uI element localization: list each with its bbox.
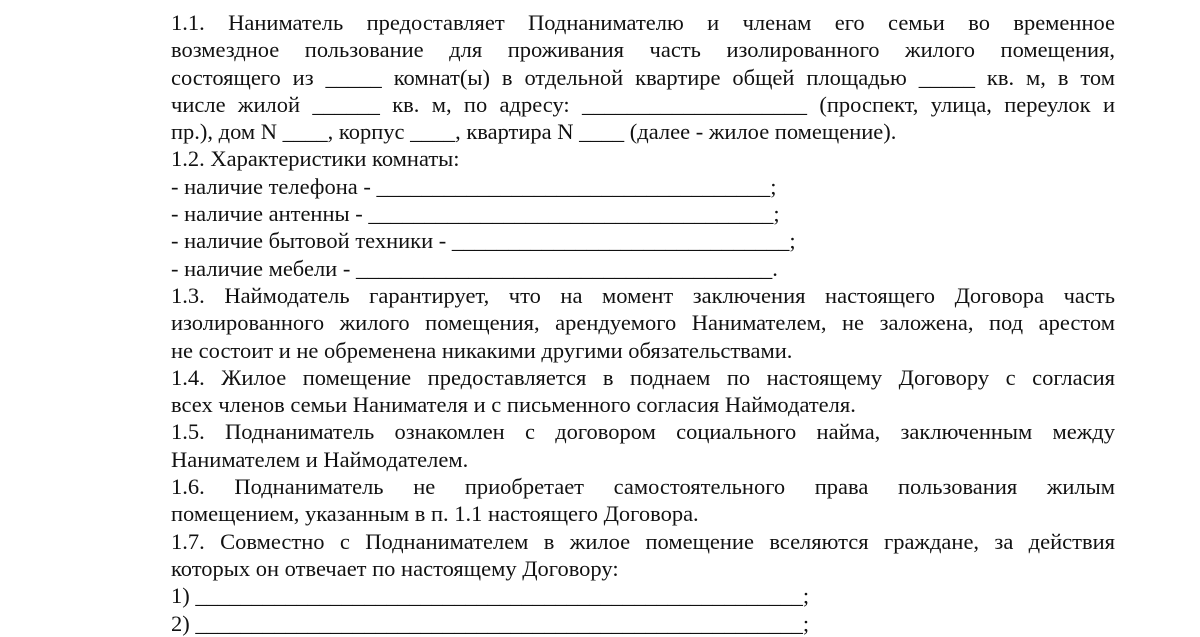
paragraph-1-2	[171, 145, 1115, 281]
text-line: изолированного жилого помещения, арендуемого Нанимателем, не заложена, под арестом	[171, 310, 1115, 336]
text-line: 1.1. Наниматель предоставляет Поднанимателю и членам его семьи во временное	[171, 10, 1115, 35]
list-item: - наличие телефона - ___________________________________;	[171, 173, 777, 199]
text-line: помещением, указанным в п. 1.1 настоящего Договора.	[171, 501, 699, 527]
paragraph-1-3	[171, 282, 1115, 364]
text-line: 1.5. Поднаниматель ознакомлен с договором социального найма, заключенным между	[171, 419, 1115, 445]
text-line: не состоит и не обременена никакими другими обязательствами.	[171, 337, 793, 363]
paragraph-1-7-list	[171, 582, 1115, 636]
list-item: - наличие бытовой техники - ______________________________;	[171, 228, 796, 254]
text-line: 1.3. Наймодатель гарантирует, что на момент заключения настоящего Договора часть	[171, 282, 1115, 308]
document-page	[171, 9, 1115, 636]
text-line: 1.6. Поднаниматель не приобретает самостоятельного права пользования жилым	[171, 474, 1115, 500]
list-item: - наличие антенны - ____________________________________;	[171, 201, 780, 227]
text-line: пр.), дом N ____, корпус ____, квартира N ____ (далее - жилое помещение).	[171, 119, 897, 145]
text-line: Нанимателем и Наймодателем.	[171, 446, 469, 472]
paragraph-1-7	[171, 528, 1115, 583]
text-line: всех членов семьи Нанимателя и с письменного согласия Наймодателя.	[171, 392, 856, 418]
list-item: - наличие мебели - _____________________________________.	[171, 255, 778, 281]
text-line: 1.4. Жилое помещение предоставляется в поднаем по настоящему Договору с согласия	[171, 364, 1115, 390]
text-line: состоящего из _____ комнат(ы) в отдельной квартире общей площадью _____ кв. м, в том	[171, 64, 1115, 90]
paragraph-1-6	[171, 473, 1115, 528]
text-line: которых он отвечает по настоящему Договору:	[171, 555, 619, 581]
paragraph-1-5	[171, 418, 1115, 473]
paragraph-1-1	[171, 9, 1115, 145]
paragraph-1-4	[171, 364, 1115, 419]
text-line: числе жилой ______ кв. м, по адресу: ____________________ (проспект, улица, переулок и	[171, 91, 1115, 117]
list-item: 1) ______________________________________________________;	[171, 583, 810, 609]
text-line: возмездное пользование для проживания часть изолированного жилого помещения,	[171, 37, 1115, 63]
section-heading: 1.2. Характеристики комнаты:	[171, 146, 460, 172]
list-item: 2) ______________________________________________________;	[171, 610, 810, 636]
text-line: 1.7. Совместно с Поднанимателем в жилое помещение вселяются граждане, за действия	[171, 528, 1115, 554]
